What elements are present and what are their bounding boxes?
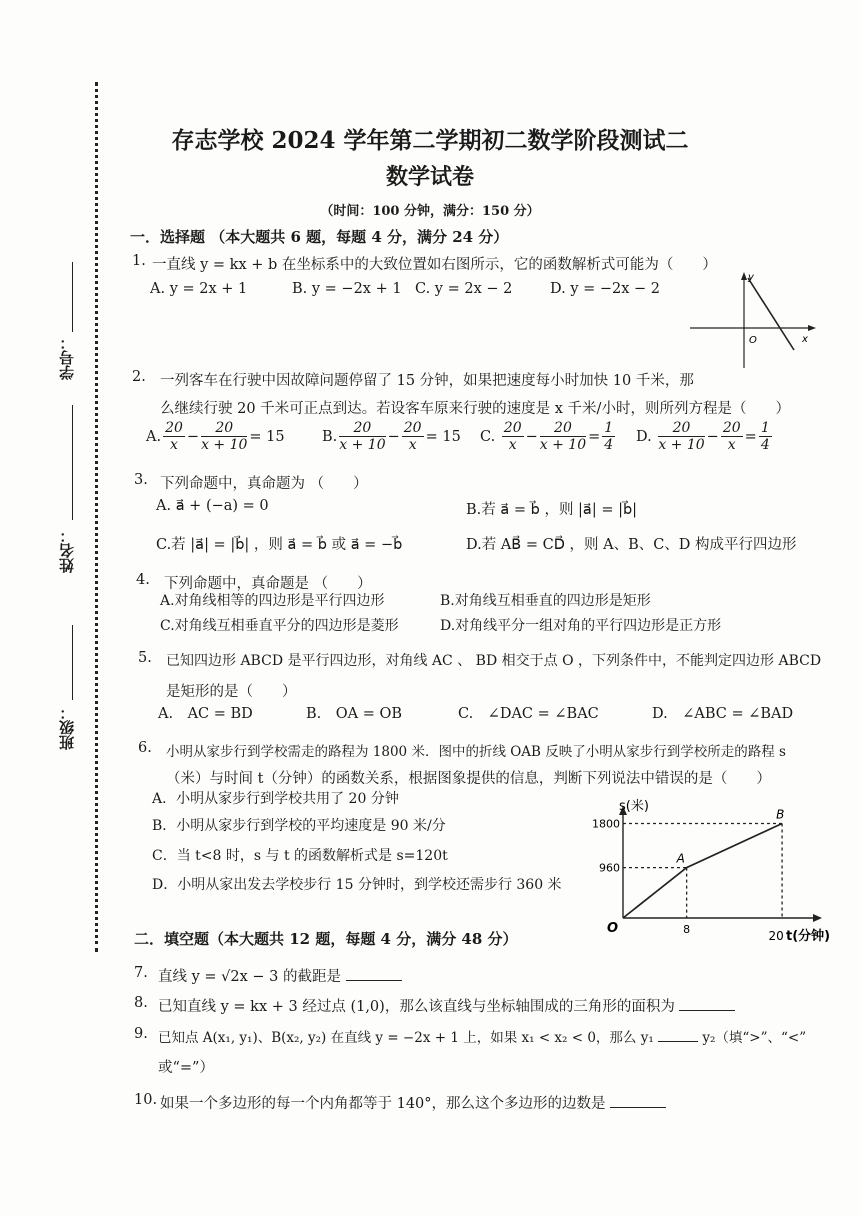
class-blank[interactable] bbox=[72, 625, 73, 700]
q6-x-arrow-icon bbox=[813, 914, 822, 922]
q6-option-a[interactable]: A．小明从家步行到学校共用了 20 分钟 bbox=[152, 791, 399, 807]
q4-option-c[interactable]: C.对角线互相垂直平分的四边形是菱形 bbox=[160, 618, 399, 634]
q3-option-c[interactable]: C.若 |a⃗| = |b⃗| ，则 a⃗ = b⃗ 或 a⃗ = −b⃗ bbox=[156, 537, 403, 553]
q1-x-arrow-icon bbox=[808, 325, 816, 331]
q4-number: 4. bbox=[136, 572, 150, 588]
q1-number: 1. bbox=[132, 253, 146, 269]
q6-graph bbox=[585, 798, 830, 948]
q5-number: 5. bbox=[138, 650, 152, 666]
student-id-label: 学号： bbox=[58, 335, 76, 380]
q1-graph bbox=[690, 268, 820, 378]
q6-option-b[interactable]: B．小明从家步行到学校的平均速度是 90 米/分 bbox=[152, 818, 446, 834]
exam-subtitle: 数学试卷 bbox=[385, 164, 474, 190]
q6-line2: （米）与时间 t（分钟）的函数关系，根据图象提供的信息，判断下列说法中错误的是（ ） bbox=[166, 771, 771, 787]
q7-row bbox=[158, 965, 402, 986]
q10-text: 如果一个多边形的每一个内角都等于 140°，那么这个多边形的边数是 bbox=[160, 1096, 606, 1112]
exam-title: 存志学校 2024 学年第二学期初二数学阶段测试二 bbox=[171, 127, 689, 154]
q8-answer-blank[interactable] bbox=[679, 996, 735, 1011]
q6-tick-8: 8 bbox=[683, 923, 691, 936]
q5-option-b[interactable]: B. OA = OB bbox=[306, 706, 403, 722]
q1-y-arrow-icon bbox=[741, 272, 747, 280]
section-1-heading: 一．选择题 （本大题共 6 题，每题 4 分，满分 24 分） bbox=[130, 228, 509, 246]
section-2-heading: 二．填空题（本大题共 12 题，每题 4 分，满分 48 分） bbox=[134, 930, 518, 948]
q6-line1: 小明从家步行到学校需走的路程为 1800 米．图中的折线 OAB 反映了小明从家步行到学校所走的路程 s bbox=[166, 744, 786, 760]
q1-option-a[interactable]: A. y = 2x + 1 bbox=[150, 281, 248, 297]
q5-option-a[interactable]: A. AC = BD bbox=[158, 706, 253, 722]
q2-option-b[interactable]: B. $\frac{20}{x + 10}$ − $\frac{20}{x}$ = 15 bbox=[322, 420, 461, 453]
q2-line1: 一列客车在行驶中因故障问题停留了 15 分钟，如果把速度每小时加快 10 千米，那 bbox=[160, 373, 694, 389]
q4-option-a[interactable]: A.对角线相等的四边形是平行四边形 bbox=[160, 593, 385, 609]
q5-option-c[interactable]: C. ∠DAC = ∠BAC bbox=[458, 706, 599, 722]
q6-x-axis-label: t(分钟) bbox=[786, 929, 830, 944]
name-blank[interactable] bbox=[72, 405, 73, 520]
q3-option-b[interactable]: B.若 a⃗ = b⃗ ，则 |a⃗| = |b⃗| bbox=[466, 502, 638, 518]
q7-number: 7. bbox=[134, 965, 148, 981]
q1-x-label: x bbox=[802, 334, 808, 345]
q3-text: 下列命题中，真命题为 （ ） bbox=[160, 476, 368, 492]
q5-option-d[interactable]: D. ∠ABC = ∠BAD bbox=[652, 706, 794, 722]
q2-option-c[interactable]: C. $\frac{20}{x}$ − $\frac{20}{x + 10}$ = $\frac{1}{4}$ bbox=[480, 420, 614, 453]
q1-option-d[interactable]: D. y = −2x − 2 bbox=[550, 281, 661, 297]
q1-text: 一直线 y = kx + b 在坐标系中的大致位置如右图所示，它的函数解析式可能为（ ） bbox=[152, 257, 717, 273]
q3-option-a[interactable]: A. a⃗ + (−a) = 0 bbox=[156, 498, 269, 514]
q6-number: 6. bbox=[138, 740, 152, 756]
q9-line2: 或“=”） bbox=[158, 1060, 214, 1076]
q1-option-c[interactable]: C. y = 2x − 2 bbox=[415, 281, 513, 297]
q9-text-b: y₂（填“>”、“<” bbox=[702, 1030, 807, 1046]
q2-number: 2. bbox=[132, 369, 146, 385]
q5-line1: 已知四边形 ABCD 是平行四边形，对角线 AC 、 BD 相交于点 O ，下列条件中，不能判定四边形 ABCD bbox=[166, 653, 822, 669]
q6-point-a-label: A bbox=[676, 851, 685, 866]
q8-text: 已知直线 y = kx + 3 经过点 (1,0)，那么该直线与坐标轴围成的三角形的面积为 bbox=[158, 999, 675, 1015]
q10-number: 10. bbox=[134, 1092, 158, 1108]
q6-tick-960: 960 bbox=[599, 861, 620, 875]
q6-tick-1800: 1800 bbox=[592, 817, 620, 831]
q9-text-a: 已知点 A(x₁, y₁)、B(x₂, y₂) 在直线 y = −2x + 1 上，如果 x₁ < x₂ < 0，那么 y₁ bbox=[158, 1030, 654, 1046]
q9-row bbox=[158, 1026, 806, 1046]
q6-option-d[interactable]: D．小明从家出发去学校步行 15 分钟时，到学校还需步行 360 米 bbox=[152, 877, 562, 893]
q9-answer-blank[interactable] bbox=[658, 1027, 698, 1042]
q1-origin: O bbox=[749, 335, 757, 346]
q1-y-label: y bbox=[748, 272, 754, 283]
q6-y-axis-label: s(米) bbox=[619, 799, 649, 814]
q6-series-line bbox=[623, 824, 782, 919]
q3-number: 3. bbox=[134, 472, 148, 488]
q6-origin-label: O bbox=[607, 921, 619, 936]
exam-meta: （时间：100 分钟，满分：150 分） bbox=[320, 204, 540, 219]
q10-answer-blank[interactable] bbox=[610, 1093, 666, 1108]
q5-line2: 是矩形的是（ ） bbox=[166, 684, 297, 700]
q7-text: 直线 y = √2x − 3 的截距是 bbox=[158, 969, 342, 985]
q8-number: 8. bbox=[134, 995, 148, 1011]
name-label: 姓名： bbox=[58, 528, 76, 573]
q6-option-c[interactable]: C．当 t<8 时，s 与 t 的函数解析式是 s=120t bbox=[152, 848, 448, 864]
q6-point-b-label: B bbox=[776, 807, 785, 822]
class-label: 班级： bbox=[58, 705, 76, 750]
q1-option-b[interactable]: B. y = −2x + 1 bbox=[292, 281, 402, 297]
q3-option-d[interactable]: D.若 AB⃗ = CD⃗ ，则 A、B、C、D 构成平行四边形 bbox=[466, 537, 797, 553]
q6-tick-20: 20 bbox=[768, 929, 784, 943]
q2-line2: 么继续行驶 20 千米可正点到达。若设客车原来行驶的速度是 x 千米/小时，则所列方程是（ ） bbox=[160, 401, 790, 417]
q2-option-d[interactable]: D. $\frac{20}{x + 10}$ − $\frac{20}{x}$ = $\frac{1}{4}$ bbox=[636, 420, 770, 453]
q10-row bbox=[160, 1092, 666, 1113]
q2-option-a[interactable]: A. $\frac{20}{x}$ − $\frac{20}{x + 10}$ = 15 bbox=[146, 420, 285, 453]
q4-option-d[interactable]: D.对角线平分一组对角的平行四边形是正方形 bbox=[440, 618, 722, 634]
q4-text: 下列命题中，真命题是 （ ） bbox=[164, 576, 372, 592]
q7-answer-blank[interactable] bbox=[346, 966, 402, 981]
q8-row bbox=[158, 995, 735, 1016]
q4-option-b[interactable]: B.对角线互相垂直的四边形是矩形 bbox=[440, 593, 651, 609]
student-id-blank[interactable] bbox=[72, 262, 73, 332]
q9-number: 9. bbox=[134, 1026, 148, 1042]
